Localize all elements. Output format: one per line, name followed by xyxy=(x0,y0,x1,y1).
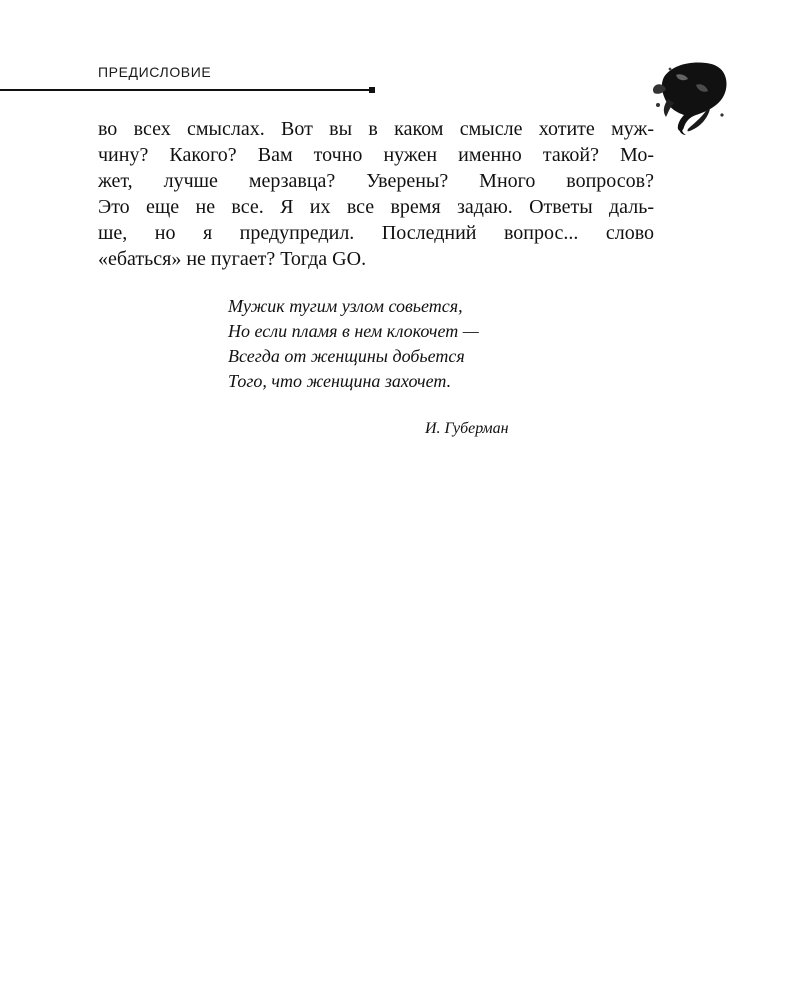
epigraph-poem xyxy=(228,294,479,394)
body-line: ше, но я предупредил. Последний вопрос... слово xyxy=(98,222,654,244)
body-line: «ебаться» не пугает? Тогда GO. xyxy=(98,248,367,270)
poem-verse: Всегда от женщины добьется xyxy=(228,346,465,366)
running-head: ПРЕДИСЛОВИЕ xyxy=(98,64,212,80)
poem-verse: Мужик тугим узлом совьется, xyxy=(228,296,463,316)
body-line: Это еще не все. Я их все время задаю. Ответы даль- xyxy=(98,196,654,218)
body-line: чину? Какого? Вам точно нужен именно такой? Мо- xyxy=(98,144,654,166)
body-line: жет, лучше мерзавца? Уверены? Много вопросов? xyxy=(98,170,654,192)
ink-splash-icon xyxy=(650,55,732,137)
header-rule-end-dot xyxy=(369,87,375,93)
poem-verse: Но если пламя в нем клокочет — xyxy=(228,321,479,341)
header-rule xyxy=(0,89,372,91)
poem-author: И. Губерман xyxy=(425,420,509,437)
body-line: во всех смыслах. Вот вы в каком смысле хотите муж- xyxy=(98,118,654,140)
body-paragraph xyxy=(98,116,654,272)
poem-verse: Того, что женщина захочет. xyxy=(228,371,452,391)
